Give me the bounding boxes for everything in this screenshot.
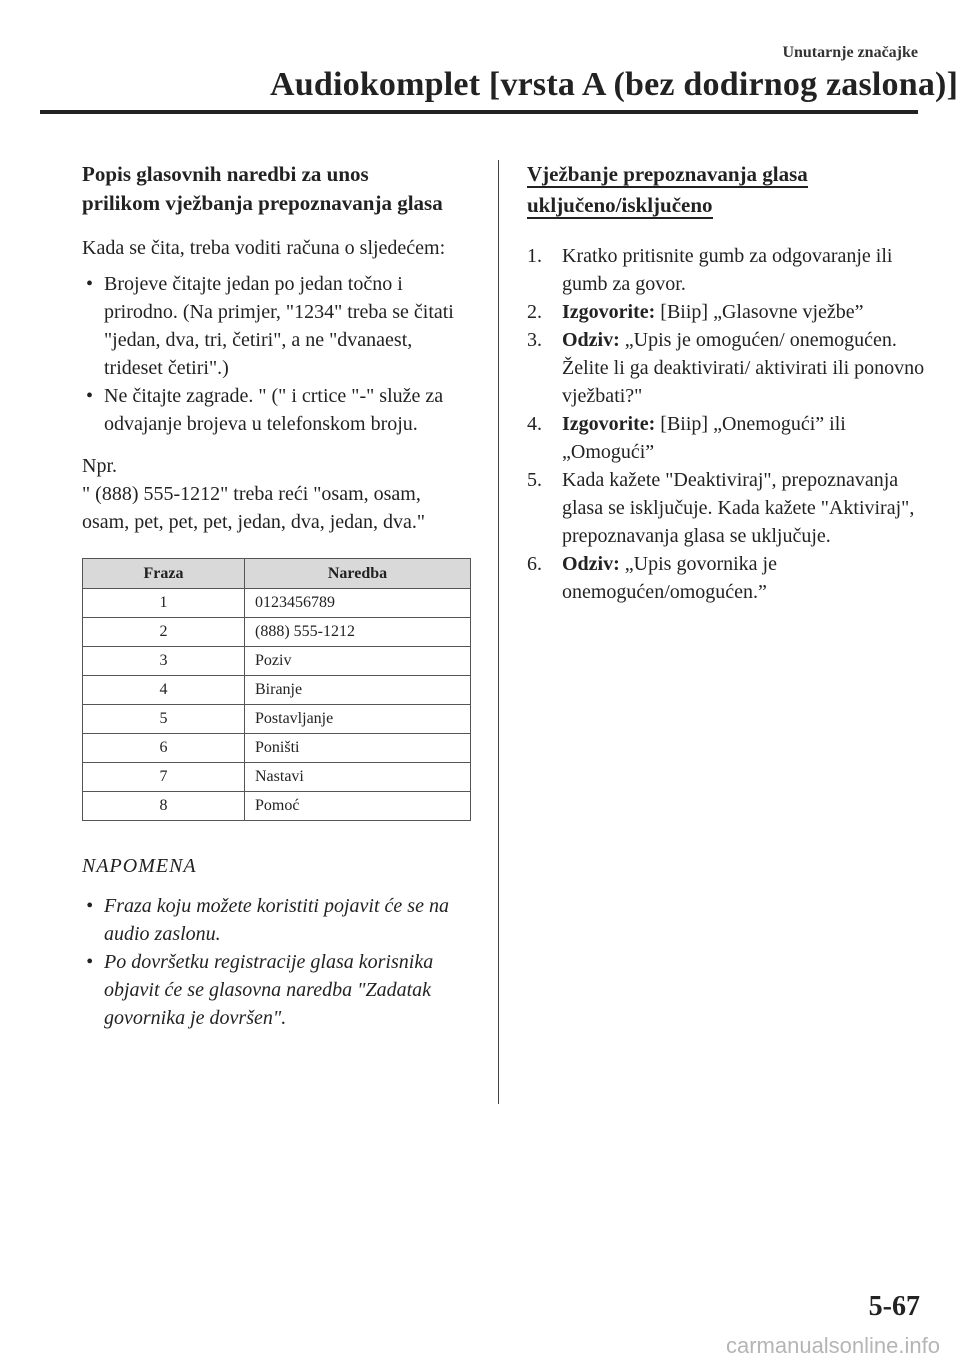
page-title: Audiokomplet [vrsta A (bez dodirnog zaslona)] bbox=[270, 66, 959, 103]
table-cell: Nastavi bbox=[245, 763, 471, 792]
table-row bbox=[83, 618, 471, 647]
section-label: Unutarnje značajke bbox=[782, 44, 918, 61]
column-header-phrase: Fraza bbox=[83, 559, 245, 589]
bullet-icon: • bbox=[86, 951, 94, 973]
watermark-text: carmanualsonline.info bbox=[725, 1333, 940, 1358]
list-item bbox=[527, 326, 927, 410]
left-heading-line-2: prilikom vježbanja prepoznavanja glasa bbox=[82, 191, 443, 215]
step-number: 6. bbox=[527, 553, 542, 575]
right-column bbox=[527, 160, 927, 606]
right-heading bbox=[527, 160, 927, 222]
step-label: Odziv: bbox=[562, 329, 620, 351]
table-cell: Poziv bbox=[245, 647, 471, 676]
table-header-row bbox=[83, 559, 471, 589]
table-cell: (888) 555-1212 bbox=[245, 618, 471, 647]
intro-paragraph: Kada se čita, treba voditi računa o sljedećem: bbox=[82, 237, 446, 259]
bullet-icon: • bbox=[86, 895, 94, 917]
table-cell: Biranje bbox=[245, 676, 471, 705]
example-text: " (888) 555-1212" treba reći "osam, osam, osam, pet, pet, pet, jedan, dva, jedan, dva." bbox=[82, 483, 426, 533]
list-item bbox=[527, 550, 927, 606]
page-number: 5-67 bbox=[868, 1291, 920, 1322]
step-text: Kratko pritisnite gumb za odgovaranje ili gumb za govor. bbox=[562, 245, 893, 295]
step-number: 5. bbox=[527, 469, 542, 491]
list-item-text: Fraza koju možete koristiti pojavit će se na audio zaslonu. bbox=[104, 895, 449, 945]
note-list bbox=[82, 892, 472, 1032]
column-divider bbox=[498, 160, 499, 1104]
steps-list bbox=[527, 242, 927, 606]
example-block bbox=[82, 452, 472, 536]
table-row bbox=[83, 763, 471, 792]
left-heading bbox=[82, 160, 472, 218]
table-cell: Pomoć bbox=[245, 792, 471, 821]
list-item bbox=[82, 382, 472, 438]
step-number: 3. bbox=[527, 329, 542, 351]
step-label: Odziv: bbox=[562, 553, 620, 575]
table-cell: Poništi bbox=[245, 734, 471, 763]
list-item-text: Po dovršetku registracije glasa korisnika objavit će se glasovna naredba "Zadatak govornika je dovršen". bbox=[104, 951, 434, 1029]
note-title: NAPOMENA bbox=[82, 855, 197, 877]
step-label: Izgovorite: bbox=[562, 301, 656, 323]
table-row bbox=[83, 792, 471, 821]
list-item bbox=[527, 242, 927, 298]
bullet-icon: • bbox=[86, 385, 94, 407]
list-item-text: Brojeve čitajte jedan po jedan točno i prirodno. (Na primjer, "1234" treba se čitati "jedan, dva, tri, četiri", a ne "dvanaest, trideset četiri".) bbox=[104, 273, 454, 379]
step-text: „Upis je omogućen/ onemogućen. Želite li ga deaktivirati/ aktivirati ili ponovno vježbati?" bbox=[562, 329, 925, 407]
table-cell: Postavljanje bbox=[245, 705, 471, 734]
table-cell: 5 bbox=[83, 705, 245, 734]
step-text: Kada kažete "Deaktiviraj", prepoznavanja glasa se isključuje. Kada kažete "Aktiviraj", prepoznavanja glasa se uključuje. bbox=[562, 469, 915, 547]
step-number: 2. bbox=[527, 301, 542, 323]
list-item-text: Ne čitajte zagrade. " (" i crtice "-" služe za odvajanje brojeva u telefonskom broju. bbox=[104, 385, 444, 435]
left-column bbox=[82, 160, 472, 1032]
list-item bbox=[82, 270, 472, 382]
table-row bbox=[83, 705, 471, 734]
step-number: 1. bbox=[527, 245, 542, 267]
table-row bbox=[83, 676, 471, 705]
list-item bbox=[527, 410, 927, 466]
table-cell: 2 bbox=[83, 618, 245, 647]
reading-rules-list bbox=[82, 270, 472, 438]
table-row bbox=[83, 734, 471, 763]
table-row bbox=[83, 647, 471, 676]
step-text: „Upis govornika je onemogućen/omogućen.” bbox=[562, 553, 777, 603]
table-cell: 0123456789 bbox=[245, 589, 471, 618]
list-item bbox=[82, 892, 472, 948]
table-row bbox=[83, 589, 471, 618]
table-cell: 3 bbox=[83, 647, 245, 676]
right-heading-line-2: uključeno/isključeno bbox=[527, 193, 713, 217]
step-number: 4. bbox=[527, 413, 542, 435]
table-cell: 4 bbox=[83, 676, 245, 705]
command-table bbox=[82, 558, 471, 821]
table-cell: 1 bbox=[83, 589, 245, 618]
step-label: Izgovorite: bbox=[562, 413, 656, 435]
list-item bbox=[527, 298, 927, 326]
example-label: Npr. bbox=[82, 455, 117, 477]
list-item bbox=[527, 466, 927, 550]
table-cell: 7 bbox=[83, 763, 245, 792]
column-header-command: Naredba bbox=[245, 559, 471, 589]
header-rule bbox=[40, 110, 918, 114]
table-cell: 8 bbox=[83, 792, 245, 821]
right-heading-line-1: Vježbanje prepoznavanja glasa bbox=[527, 162, 808, 186]
bullet-icon: • bbox=[86, 273, 94, 295]
table-cell: 6 bbox=[83, 734, 245, 763]
left-heading-line-1: Popis glasovnih naredbi za unos bbox=[82, 162, 369, 186]
step-text: [Biip] „Onemogući” ili „Omogući” bbox=[562, 413, 846, 463]
step-text: [Biip] „Glasovne vježbe” bbox=[660, 301, 864, 323]
list-item bbox=[82, 948, 472, 1032]
